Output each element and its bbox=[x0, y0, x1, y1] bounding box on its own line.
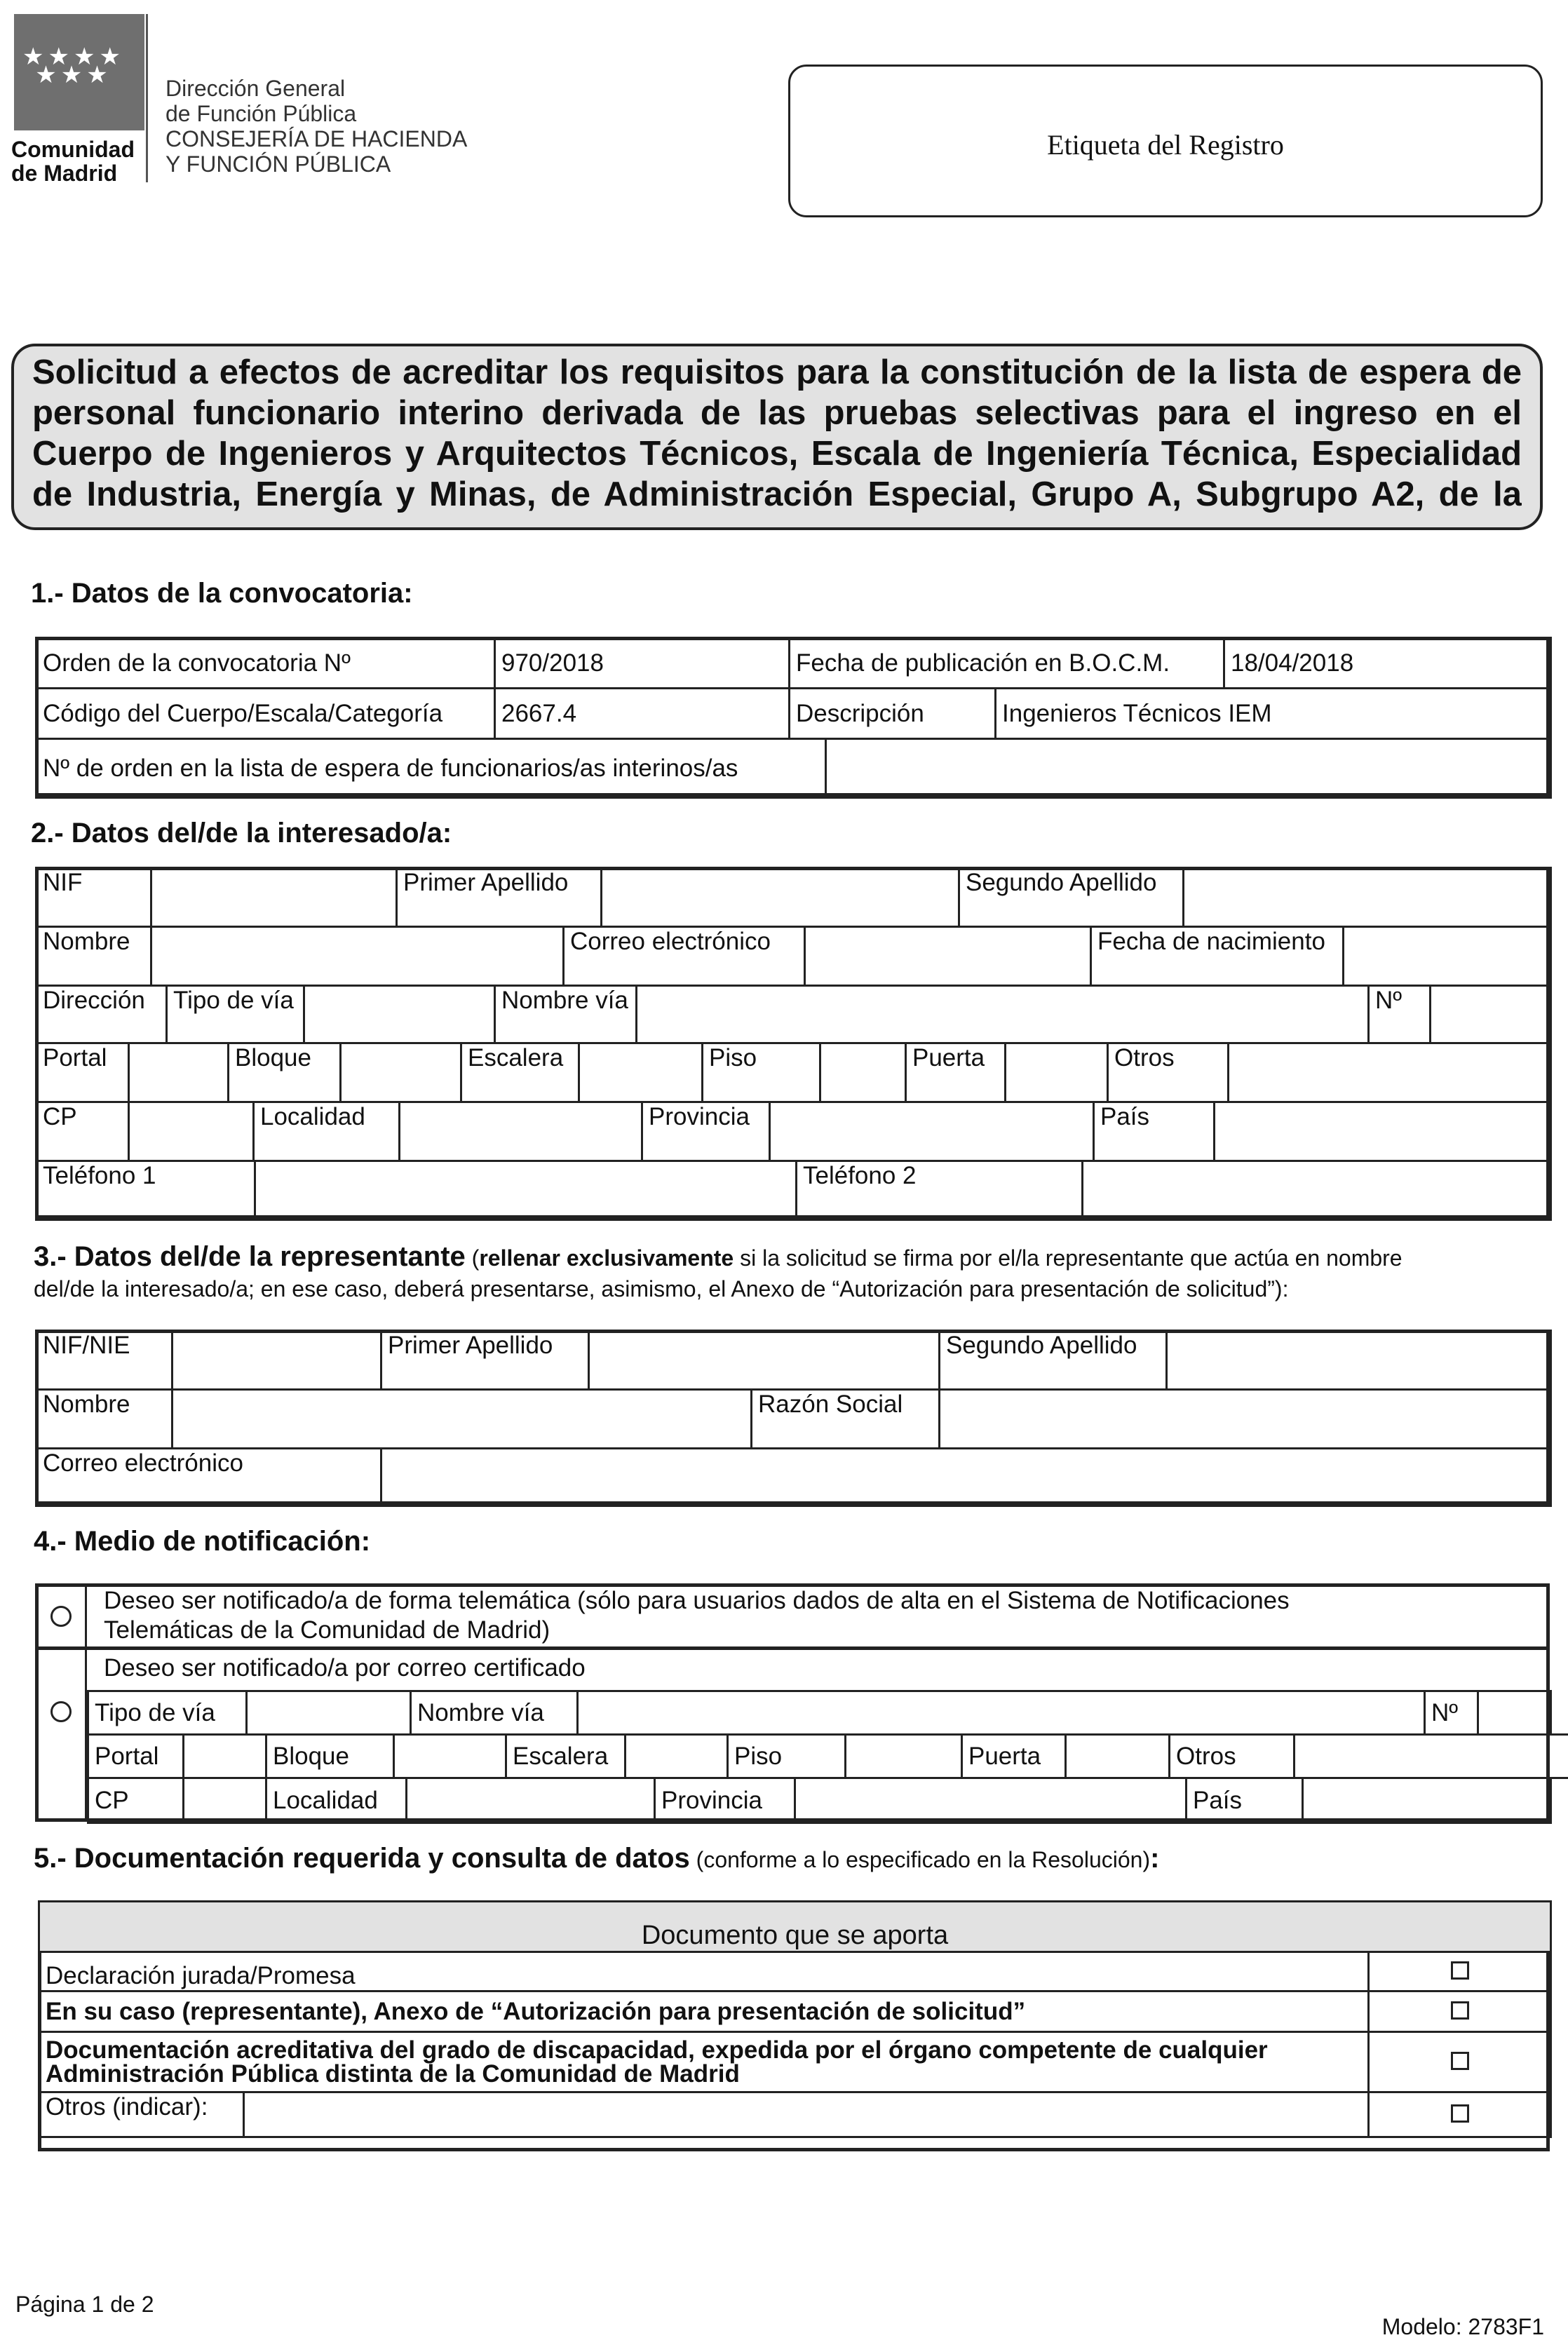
escalera-input[interactable] bbox=[579, 1043, 703, 1102]
fecha-label: Fecha de publicación en B.O.C.M. bbox=[790, 638, 1224, 689]
section-2-row-6 bbox=[35, 1160, 1552, 1221]
notif-piso-label: Piso bbox=[728, 1735, 846, 1778]
rep-primer-apellido-input[interactable] bbox=[589, 1331, 940, 1390]
telefono-2-label: Teléfono 2 bbox=[797, 1161, 1083, 1220]
telefono-1-label: Teléfono 1 bbox=[36, 1161, 255, 1220]
rep-nif-input[interactable] bbox=[173, 1331, 381, 1390]
fecha-nacimiento-label: Fecha de nacimiento bbox=[1091, 927, 1344, 986]
notif-escalera-label: Escalera bbox=[506, 1735, 626, 1778]
notif-puerta-label: Puerta bbox=[962, 1735, 1066, 1778]
portal-label: Portal bbox=[36, 1043, 129, 1102]
otros-input[interactable] bbox=[1229, 1043, 1551, 1102]
section-3-row-3 bbox=[35, 1447, 1552, 1507]
bloque-label: Bloque bbox=[229, 1043, 341, 1102]
section-1-heading: 1.- Datos de la convocatoria: bbox=[31, 578, 413, 609]
notif-localidad-label: Localidad bbox=[266, 1778, 407, 1823]
opt-postal-text: Deseo ser notificado/a por correo certificado bbox=[104, 1653, 586, 1683]
rep-nif-label: NIF/NIE bbox=[36, 1331, 173, 1390]
logo-stars-icon: ★★★★ ★★★ bbox=[21, 48, 126, 84]
section-2-row-2 bbox=[35, 926, 1552, 987]
header-divider bbox=[146, 14, 148, 182]
escalera-label: Escalera bbox=[461, 1043, 579, 1102]
orden-value[interactable]: 970/2018 bbox=[495, 638, 790, 689]
otros-label: Otros bbox=[1108, 1043, 1229, 1102]
fecha-nacimiento-input[interactable] bbox=[1344, 927, 1551, 986]
section-3-intro bbox=[34, 1241, 1527, 1304]
rep-correo-label: Correo electrónico bbox=[36, 1449, 381, 1506]
dept-line-2: de Función Pública bbox=[165, 101, 467, 126]
notif-numero-label: Nº bbox=[1425, 1691, 1478, 1735]
rep-segundo-apellido-input[interactable] bbox=[1167, 1331, 1551, 1390]
section-2-row-1 bbox=[35, 867, 1552, 928]
notif-numero-input[interactable] bbox=[1478, 1691, 1551, 1735]
rep-nombre-input[interactable] bbox=[173, 1390, 752, 1449]
section-1-table-row3 bbox=[35, 738, 1552, 799]
notif-provincia-label: Provincia bbox=[655, 1778, 795, 1823]
section-4-row-3 bbox=[87, 1777, 1552, 1824]
puerta-label: Puerta bbox=[906, 1043, 1006, 1102]
codigo-value[interactable]: 2667.4 bbox=[495, 689, 790, 739]
notif-tipo-via-label: Tipo de vía bbox=[88, 1691, 247, 1735]
notif-cp-input[interactable] bbox=[184, 1778, 266, 1823]
notif-bloque-label: Bloque bbox=[266, 1735, 394, 1778]
notif-localidad-input[interactable] bbox=[407, 1778, 655, 1823]
section-2-row-5 bbox=[35, 1101, 1552, 1162]
section-3-note-line2: del/de la interesado/a; en ese caso, deberá presentarse, asimismo, el Anexo de “Autorización para presentación de solicitud”): bbox=[34, 1276, 1288, 1301]
rep-segundo-apellido-label: Segundo Apellido bbox=[940, 1331, 1167, 1390]
notification-telematic-radio[interactable] bbox=[50, 1606, 72, 1627]
registry-label: Etiqueta del Registro bbox=[790, 128, 1541, 161]
form-title: Solicitud a efectos de acreditar los requisitos para la constitución de la lista de espera de personal funcionario interino derivada de las pruebas selectivas para el ingreso en el Cuerpo de Ingenieros y Arquitectos Técnicos, Escala de Ingeniería Técnica, Especialidad de Industria, Energía y Minas, de Administración Especial, Grupo A, Subgrupo A2, de la bbox=[32, 352, 1522, 515]
puerta-input[interactable] bbox=[1006, 1043, 1108, 1102]
norden-input[interactable] bbox=[826, 739, 1551, 798]
documents-table-header: Documento que se aporta bbox=[39, 1902, 1551, 1952]
notif-nombre-via-input[interactable] bbox=[578, 1691, 1425, 1735]
tipo-via-input[interactable] bbox=[304, 986, 495, 1043]
notif-cp-label: CP bbox=[88, 1778, 184, 1823]
notif-bloque-input[interactable] bbox=[394, 1735, 506, 1778]
segundo-apellido-label: Segundo Apellido bbox=[959, 868, 1184, 927]
section-1-table bbox=[35, 637, 1552, 689]
descripcion-label: Descripción bbox=[790, 689, 996, 739]
notif-pais-label: País bbox=[1187, 1778, 1303, 1823]
piso-input[interactable] bbox=[820, 1043, 906, 1102]
doc-otros-input[interactable] bbox=[244, 2092, 1369, 2137]
opt-telematic-line1: Deseo ser notificado/a de forma telemática (sólo para usuarios dados de alta en el Sistema de Notificaciones bbox=[104, 1586, 1290, 1616]
section-2-row-3 bbox=[35, 985, 1552, 1044]
doc-declaracion-label: Declaración jurada/Promesa bbox=[39, 1952, 1369, 1991]
notif-provincia-input[interactable] bbox=[795, 1778, 1187, 1823]
dept-line-1: Dirección General bbox=[165, 76, 467, 101]
tipo-via-label: Tipo de vía bbox=[167, 986, 304, 1043]
localidad-input[interactable] bbox=[400, 1102, 642, 1161]
pais-input[interactable] bbox=[1215, 1102, 1551, 1161]
primer-apellido-label: Primer Apellido bbox=[397, 868, 602, 927]
cp-label: CP bbox=[36, 1102, 129, 1161]
correo-label: Correo electrónico bbox=[564, 927, 805, 986]
opt-telematic-line2: Telemáticas de la Comunidad de Madrid) bbox=[104, 1616, 1290, 1645]
dept-line-4: Y FUNCIÓN PÚBLICA bbox=[165, 151, 467, 177]
numero-label: Nº bbox=[1369, 986, 1431, 1043]
doc-otros-checkbox[interactable] bbox=[1451, 2104, 1469, 2123]
codigo-label: Código del Cuerpo/Escala/Categoría bbox=[36, 689, 495, 739]
doc-discapacidad-line1: Documentación acreditativa del grado de discapacidad, expedida por el órgano competente de cualquier bbox=[46, 2038, 1362, 2062]
doc-anexo-cell bbox=[1369, 1991, 1551, 2032]
page-number: Página 1 de 2 bbox=[15, 2292, 154, 2318]
section-5-heading-note: (conforme a lo especificado en la Resolución) bbox=[696, 1847, 1150, 1872]
documents-table bbox=[38, 1900, 1552, 2138]
rep-razon-social-input[interactable] bbox=[940, 1390, 1551, 1449]
section-5-heading: 5.- Documentación requerida y consulta de datos bbox=[34, 1843, 690, 1874]
section-5-heading-colon: : bbox=[1150, 1843, 1159, 1874]
orden-label: Orden de la convocatoria Nº bbox=[36, 638, 495, 689]
nombre-label: Nombre bbox=[36, 927, 151, 986]
notif-portal-label: Portal bbox=[88, 1735, 184, 1778]
rep-razon-social-label: Razón Social bbox=[752, 1390, 940, 1449]
form-title-box bbox=[11, 344, 1543, 530]
nif-input[interactable] bbox=[151, 868, 397, 927]
section-3-row-1 bbox=[35, 1330, 1552, 1391]
section-3-row-2 bbox=[35, 1388, 1552, 1449]
doc-otros-cell bbox=[1369, 2092, 1551, 2137]
doc-discapacidad-checkbox[interactable] bbox=[1451, 2052, 1469, 2070]
correo-input[interactable] bbox=[805, 927, 1091, 986]
section-4-heading: 4.- Medio de notificación: bbox=[34, 1526, 370, 1557]
bloque-input[interactable] bbox=[341, 1043, 461, 1102]
doc-otros-label: Otros (indicar): bbox=[39, 2092, 244, 2137]
norden-label: Nº de orden en la lista de espera de funcionarios/as interinos/as bbox=[36, 739, 826, 798]
provincia-label: Provincia bbox=[642, 1102, 770, 1161]
piso-label: Piso bbox=[703, 1043, 820, 1102]
numero-input[interactable] bbox=[1431, 986, 1551, 1043]
rep-nombre-label: Nombre bbox=[36, 1390, 173, 1449]
notif-puerta-input[interactable] bbox=[1066, 1735, 1170, 1778]
registry-label-box bbox=[788, 65, 1543, 217]
section-3-note-open: ( bbox=[472, 1245, 480, 1271]
nombre-via-label: Nombre vía bbox=[495, 986, 637, 1043]
section-1-table-row2 bbox=[35, 687, 1552, 740]
section-3-heading: 3.- Datos del/de la representante bbox=[34, 1241, 466, 1272]
section-3-note-rest: si la solicitud se firma por el/la representante que actúa en nombre bbox=[734, 1245, 1402, 1271]
section-2-heading: 2.- Datos del/de la interesado/a: bbox=[31, 818, 452, 849]
notif-escalera-input[interactable] bbox=[626, 1735, 728, 1778]
logo-name: Comunidad de Madrid bbox=[11, 137, 135, 185]
fecha-value[interactable]: 18/04/2018 bbox=[1224, 638, 1551, 689]
segundo-apellido-input[interactable] bbox=[1184, 868, 1551, 927]
dept-line-3: CONSEJERÍA DE HACIENDA bbox=[165, 126, 467, 151]
section-4-row-1 bbox=[87, 1690, 1552, 1736]
notif-pais-input[interactable] bbox=[1303, 1778, 1551, 1823]
section-3-note-bold: rellenar exclusivamente bbox=[479, 1245, 734, 1271]
pais-label: País bbox=[1094, 1102, 1215, 1161]
notif-nombre-via-label: Nombre vía bbox=[411, 1691, 578, 1735]
doc-declaracion-cell bbox=[1369, 1952, 1551, 1991]
section-2-row-4 bbox=[35, 1042, 1552, 1103]
localidad-label: Localidad bbox=[254, 1102, 400, 1161]
rep-correo-input[interactable] bbox=[381, 1449, 1551, 1506]
direccion-label: Dirección bbox=[36, 986, 167, 1043]
rep-primer-apellido-label: Primer Apellido bbox=[381, 1331, 589, 1390]
department-name bbox=[165, 76, 467, 177]
primer-apellido-input[interactable] bbox=[602, 868, 959, 927]
descripcion-value[interactable]: Ingenieros Técnicos IEM bbox=[996, 689, 1551, 739]
notif-piso-input[interactable] bbox=[846, 1735, 962, 1778]
notification-postal-radio[interactable] bbox=[50, 1701, 72, 1722]
doc-anexo-checkbox[interactable] bbox=[1451, 2001, 1469, 2020]
cp-input[interactable] bbox=[129, 1102, 254, 1161]
model-number: Modelo: 2783F1 bbox=[1382, 2314, 1544, 2340]
telefono-1-input[interactable] bbox=[255, 1161, 797, 1220]
doc-anexo-label: En su caso (representante), Anexo de “Autorización para presentación de solicitud” bbox=[39, 1991, 1369, 2032]
section-4-divider bbox=[35, 1646, 1550, 1650]
section-4-row-2 bbox=[87, 1733, 1568, 1779]
nif-label: NIF bbox=[36, 868, 151, 927]
provincia-input[interactable] bbox=[770, 1102, 1094, 1161]
notif-otros-input[interactable] bbox=[1295, 1735, 1568, 1778]
portal-input[interactable] bbox=[129, 1043, 229, 1102]
doc-discapacidad-label bbox=[39, 2032, 1369, 2092]
opt-telematic-text bbox=[104, 1586, 1290, 1645]
telefono-2-input[interactable] bbox=[1083, 1161, 1551, 1220]
notif-otros-label: Otros bbox=[1170, 1735, 1295, 1778]
notif-tipo-via-input[interactable] bbox=[247, 1691, 411, 1735]
nombre-via-input[interactable] bbox=[637, 986, 1369, 1043]
doc-discapacidad-cell bbox=[1369, 2032, 1551, 2092]
notif-portal-input[interactable] bbox=[184, 1735, 266, 1778]
nombre-input[interactable] bbox=[151, 927, 564, 986]
doc-declaracion-checkbox[interactable] bbox=[1451, 1961, 1469, 1980]
section-5-heading-line bbox=[34, 1843, 1159, 1874]
doc-discapacidad-line2: Administración Pública distinta de la Comunidad de Madrid bbox=[46, 2062, 1362, 2086]
